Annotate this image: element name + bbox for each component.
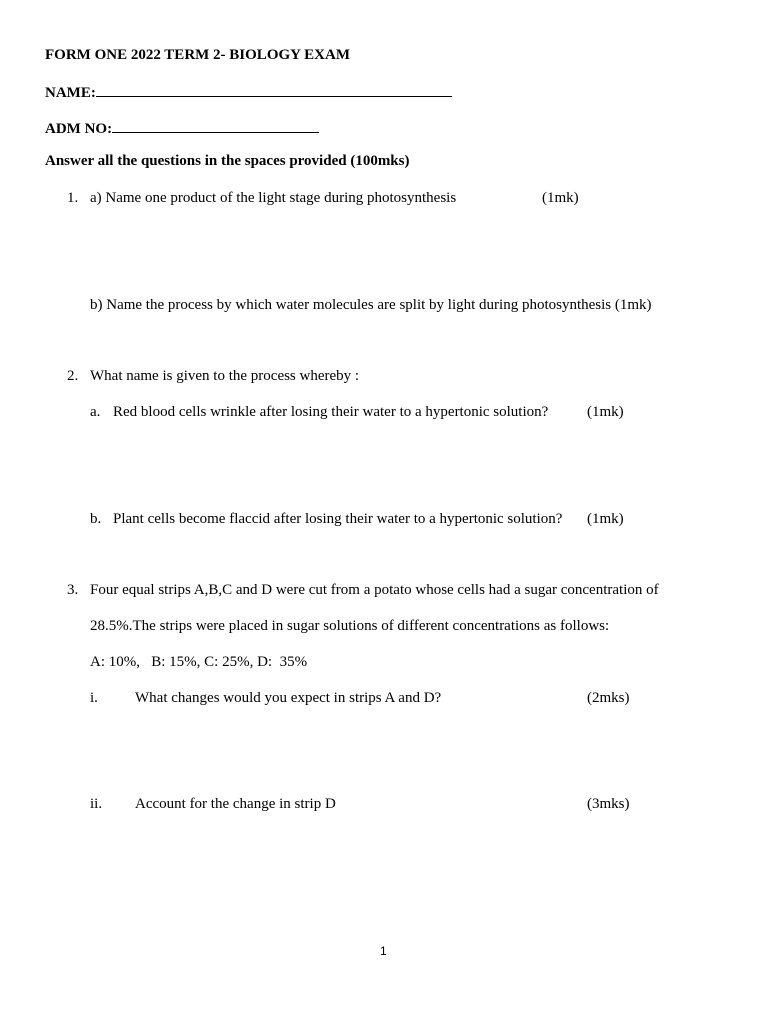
q2a-text: Red blood cells wrinkle after losing their water to a hypertonic solution?	[113, 404, 549, 420]
q3i-label: i.	[90, 690, 98, 706]
q2a-label: a.	[90, 404, 101, 420]
page-number: 1	[380, 944, 387, 958]
q1a-marks: (1mk)	[542, 190, 579, 206]
adm-blank-line	[112, 118, 319, 133]
name-blank-line	[96, 82, 452, 97]
q3-concentrations: A: 10%, B: 15%, C: 25%, D: 35%	[90, 654, 308, 670]
q3i-text: What changes would you expect in strips A and D?	[135, 690, 442, 706]
q3ii-label: ii.	[90, 796, 103, 812]
q1a-text: a) Name one product of the light stage during photosynthesis	[90, 190, 457, 206]
q2-stem: What name is given to the process whereby :	[90, 368, 360, 384]
name-label: NAME:	[45, 85, 96, 101]
q2-number: 2.	[67, 368, 79, 384]
exam-title: FORM ONE 2022 TERM 2- BIOLOGY EXAM	[45, 47, 351, 63]
q3i-marks: (2mks)	[587, 690, 630, 706]
q3-stem-line2: 28.5%.The strips were placed in sugar solutions of different concentrations as follows:	[90, 618, 610, 634]
q2b-marks: (1mk)	[587, 511, 624, 527]
q2b-label: b.	[90, 511, 102, 527]
adm-label: ADM NO:	[45, 121, 113, 137]
q1-number: 1.	[67, 190, 79, 206]
name-field	[45, 82, 452, 102]
q2a-marks: (1mk)	[587, 404, 624, 420]
instructions: Answer all the questions in the spaces provided (100mks)	[45, 153, 410, 169]
adm-field	[45, 118, 319, 138]
q3ii-text: Account for the change in strip D	[135, 796, 336, 812]
q3-number: 3.	[67, 582, 79, 598]
q3ii-marks: (3mks)	[587, 796, 630, 812]
q2b-text: Plant cells become flaccid after losing their water to a hypertonic solution?	[113, 511, 563, 527]
q1b-text: b) Name the process by which water molecules are split by light during photosynthesis (1mk)	[90, 297, 652, 313]
q3-stem-line1: Four equal strips A,B,C and D were cut from a potato whose cells had a sugar concentration of	[90, 582, 659, 598]
